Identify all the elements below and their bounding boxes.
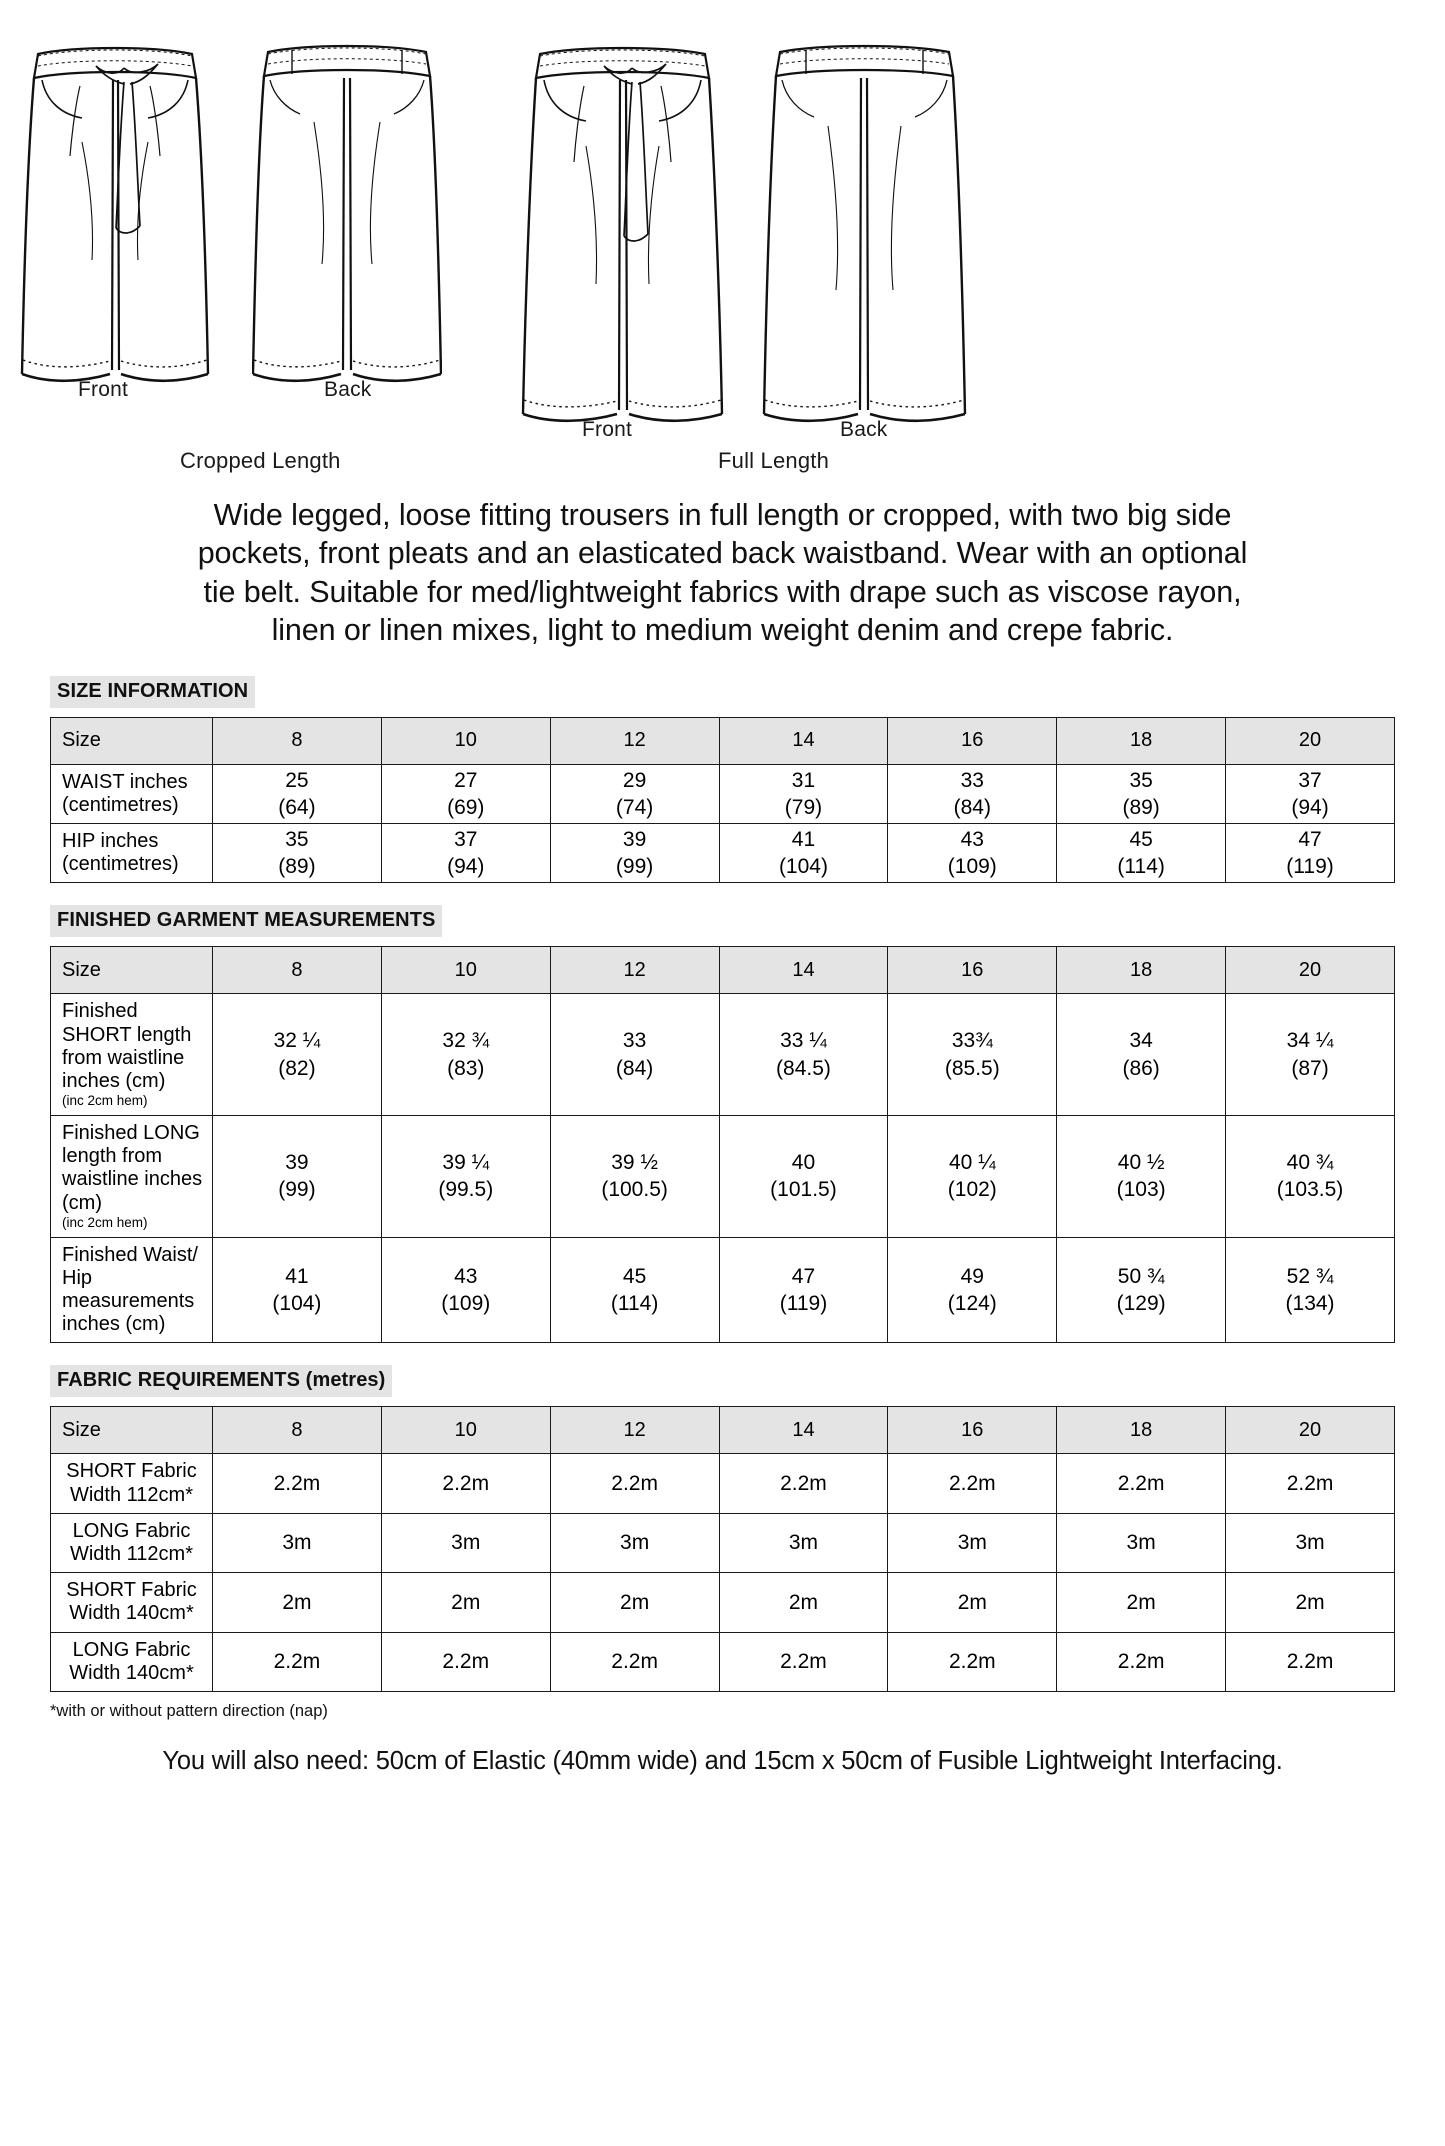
cell-long140-12: 2.2m — [550, 1632, 719, 1691]
cell-short112-20: 2.2m — [1226, 1454, 1395, 1513]
value-inches: 41 — [791, 827, 816, 851]
cropped-front-illustration — [20, 22, 210, 402]
value-cm: (114) — [1117, 855, 1165, 879]
row-label-text: Finished Waist/ Hip measurements inches (cm) — [62, 1243, 198, 1336]
table-row — [51, 1573, 1395, 1632]
column-header-12: 12 — [550, 717, 719, 764]
row-label-finished-long — [51, 1116, 213, 1238]
cell-long140-8: 2.2m — [213, 1632, 382, 1691]
column-header-12: 12 — [550, 1407, 719, 1454]
column-header-size: Size — [51, 1407, 213, 1454]
cell-short-14 — [719, 994, 888, 1116]
value-cm: (94) — [1291, 795, 1329, 819]
table-header-row — [51, 1407, 1395, 1454]
row-label-line1: HIP inches — [62, 830, 159, 853]
cropped-front-figure — [20, 22, 210, 402]
table-row — [51, 824, 1395, 883]
value-cm: (84) — [615, 1056, 654, 1080]
cell-long140-18: 2.2m — [1057, 1632, 1226, 1691]
cell-waisthip-10 — [381, 1237, 550, 1343]
value-inches: 40 ¾ — [1286, 1151, 1334, 1175]
value-inches: 40 ¼ — [948, 1151, 996, 1175]
row-label-hip — [51, 824, 213, 883]
column-header-16: 16 — [888, 1407, 1057, 1454]
cell-long140-16: 2.2m — [888, 1632, 1057, 1691]
cell-long-12 — [550, 1116, 719, 1238]
table-row — [51, 1513, 1395, 1572]
table-header-row — [51, 947, 1395, 994]
fabric-requirements-heading: FABRIC REQUIREMENTS (metres) — [50, 1365, 392, 1397]
value-inches: 34 ¼ — [1286, 1029, 1334, 1053]
value-inches: 39 — [285, 1151, 309, 1175]
value-inches: 32 ¾ — [442, 1029, 490, 1053]
column-header-size: Size — [51, 947, 213, 994]
cell-long-8 — [213, 1116, 382, 1238]
finished-garment-heading-wrap — [0, 905, 1445, 937]
row-label-short-112: SHORT Fabric Width 112cm* — [51, 1454, 213, 1513]
cell-waist-10 — [381, 764, 550, 823]
cell-short140-10: 2m — [381, 1573, 550, 1632]
value-cm: (89) — [278, 855, 316, 879]
value-inches: 33 — [960, 768, 984, 792]
table-row — [51, 1116, 1395, 1238]
column-header-20: 20 — [1226, 717, 1395, 764]
row-label-line1: WAIST inches — [62, 770, 188, 793]
full-back-figure — [762, 22, 967, 442]
column-header-8: 8 — [213, 947, 382, 994]
value-cm: (129) — [1116, 1292, 1166, 1315]
column-header-18: 18 — [1057, 1407, 1226, 1454]
cell-waisthip-12 — [550, 1237, 719, 1343]
value-cm: (85.5) — [944, 1056, 1000, 1080]
row-label-line2: (centimetres) — [62, 793, 179, 816]
cell-hip-20 — [1226, 824, 1395, 883]
column-header-10: 10 — [381, 717, 550, 764]
row-label-text: Finished SHORT length from waistline inches (cm) — [62, 1000, 192, 1092]
value-cm: (74) — [615, 795, 654, 819]
cell-short-20 — [1226, 994, 1395, 1116]
fabric-requirements-table — [50, 1406, 1395, 1692]
cell-short112-14: 2.2m — [719, 1454, 888, 1513]
value-inches: 45 — [1129, 827, 1153, 851]
value-inches: 39 ½ — [611, 1151, 658, 1175]
row-label-finished-short — [51, 994, 213, 1116]
table-header-row — [51, 717, 1395, 764]
value-cm: (99) — [615, 855, 654, 879]
column-header-14: 14 — [719, 947, 888, 994]
cell-long-18 — [1057, 1116, 1226, 1238]
value-inches: 39 ¼ — [442, 1151, 490, 1175]
cell-short-16 — [888, 994, 1057, 1116]
size-information-heading: SIZE INFORMATION — [50, 676, 255, 708]
value-cm: (101.5) — [770, 1178, 837, 1202]
table-row — [51, 1632, 1395, 1691]
full-length-label: Full Length — [718, 448, 830, 473]
cell-short-8 — [213, 994, 382, 1116]
cell-waist-20 — [1226, 764, 1395, 823]
value-cm: (104) — [778, 855, 828, 879]
finished-garment-heading: FINISHED GARMENT MEASUREMENTS — [50, 905, 442, 937]
column-header-8: 8 — [213, 717, 382, 764]
value-cm: (94) — [447, 855, 485, 879]
value-cm: (102) — [947, 1178, 997, 1202]
value-cm: (82) — [278, 1056, 316, 1080]
cell-short112-12: 2.2m — [550, 1454, 719, 1513]
cell-short140-18: 2m — [1057, 1573, 1226, 1632]
value-cm: (89) — [1122, 795, 1160, 819]
value-cm: (119) — [1286, 855, 1334, 879]
column-header-20: 20 — [1226, 1407, 1395, 1454]
product-description: Wide legged, loose fitting trousers in full length or cropped, with two big side pockets, front pleats and an elasticated back waistband. Wear with an optional tie belt. Suitable for med/lightweight fabrics with drape such as viscose rayon, linen or linen mixes, light to medium weight denim and crepe fabric. — [197, 498, 1248, 648]
row-label-long-140: LONG Fabric Width 140cm* — [51, 1632, 213, 1691]
value-cm: (134) — [1285, 1292, 1335, 1315]
cell-waisthip-8 — [213, 1237, 382, 1343]
fabric-requirements-heading-wrap — [0, 1365, 1445, 1397]
value-inches: 40 ½ — [1117, 1151, 1165, 1175]
column-header-12: 12 — [550, 947, 719, 994]
value-inches: 33¾ — [951, 1029, 993, 1053]
value-inches: 27 — [454, 768, 478, 792]
column-header-8: 8 — [213, 1407, 382, 1454]
value-inches: 50 ¾ — [1117, 1264, 1165, 1288]
cell-waisthip-16 — [888, 1237, 1057, 1343]
cell-waisthip-20 — [1226, 1237, 1395, 1343]
nap-footnote: *with or without pattern direction (nap) — [50, 1701, 328, 1720]
column-header-14: 14 — [719, 717, 888, 764]
cell-long-10 — [381, 1116, 550, 1238]
cropped-back-figure — [252, 22, 442, 402]
value-inches: 25 — [285, 768, 309, 792]
cell-hip-18 — [1057, 824, 1226, 883]
value-inches: 33 ¼ — [780, 1029, 827, 1053]
value-inches: 41 — [285, 1264, 309, 1288]
value-cm: (119) — [779, 1292, 828, 1315]
table-row — [51, 764, 1395, 823]
row-label-waist — [51, 764, 213, 823]
cell-waist-12 — [550, 764, 719, 823]
full-front-figure — [520, 22, 725, 442]
cell-short-10 — [381, 994, 550, 1116]
cell-short140-8: 2m — [213, 1573, 382, 1632]
cell-hip-10 — [381, 824, 550, 883]
row-label-note: (inc 2cm hem) — [62, 1093, 148, 1109]
cell-hip-12 — [550, 824, 719, 883]
cell-long112-16: 3m — [888, 1513, 1057, 1572]
cell-long-16 — [888, 1116, 1057, 1238]
value-inches: 39 — [622, 827, 647, 851]
column-header-16: 16 — [888, 717, 1057, 764]
value-inches: 40 — [791, 1151, 816, 1175]
cell-short-12 — [550, 994, 719, 1116]
column-header-14: 14 — [719, 1407, 888, 1454]
value-inches: 35 — [1129, 768, 1153, 792]
cell-long112-14: 3m — [719, 1513, 888, 1572]
value-cm: (83) — [447, 1056, 485, 1080]
column-header-18: 18 — [1057, 947, 1226, 994]
cell-short112-8: 2.2m — [213, 1454, 382, 1513]
value-inches: 45 — [622, 1264, 647, 1288]
value-inches: 43 — [454, 1264, 478, 1288]
cell-long-20 — [1226, 1116, 1395, 1238]
value-inches: 37 — [454, 827, 478, 851]
technical-drawings — [0, 0, 1445, 490]
table-row — [51, 994, 1395, 1116]
column-header-size: Size — [51, 717, 213, 764]
column-header-10: 10 — [381, 1407, 550, 1454]
value-inches: 47 — [1298, 827, 1322, 851]
cell-short112-16: 2.2m — [888, 1454, 1057, 1513]
value-cm: (99) — [278, 1178, 316, 1202]
value-inches: 31 — [791, 768, 816, 792]
value-cm: (109) — [441, 1292, 491, 1315]
full-back-label: Back — [840, 418, 888, 441]
value-cm: (104) — [272, 1292, 322, 1315]
value-inches: 43 — [960, 827, 984, 851]
size-information-heading-wrap — [0, 676, 1445, 708]
value-cm: (99.5) — [438, 1178, 494, 1202]
value-cm: (124) — [947, 1292, 997, 1315]
cropped-back-illustration — [252, 22, 442, 402]
cell-waist-14 — [719, 764, 888, 823]
cell-waist-18 — [1057, 764, 1226, 823]
column-header-20: 20 — [1226, 947, 1395, 994]
row-label-text: Finished LONG length from waistline inches (cm) — [62, 1122, 203, 1214]
value-inches: 52 ¾ — [1286, 1264, 1334, 1288]
cell-short-18 — [1057, 994, 1226, 1116]
value-cm: (109) — [947, 855, 997, 879]
value-inches: 29 — [622, 768, 647, 792]
column-header-10: 10 — [381, 947, 550, 994]
value-cm: (79) — [784, 795, 823, 819]
full-back-illustration — [762, 22, 967, 442]
cell-long112-12: 3m — [550, 1513, 719, 1572]
value-cm: (100.5) — [601, 1178, 668, 1202]
also-need-note: You will also need: 50cm of Elastic (40mm wide) and 15cm x 50cm of Fusible Lightweight Interfacing. — [162, 1746, 1283, 1775]
value-cm: (69) — [447, 795, 485, 819]
cell-short140-14: 2m — [719, 1573, 888, 1632]
value-inches: 34 — [1129, 1029, 1153, 1053]
cell-short140-20: 2m — [1226, 1573, 1395, 1632]
cell-long140-10: 2.2m — [381, 1632, 550, 1691]
cell-short140-16: 2m — [888, 1573, 1057, 1632]
full-front-label: Front — [582, 418, 633, 441]
cropped-length-label: Cropped Length — [180, 448, 341, 473]
row-label-finished-waist-hip — [51, 1237, 213, 1343]
column-header-16: 16 — [888, 947, 1057, 994]
cell-long112-8: 3m — [213, 1513, 382, 1572]
row-label-short-140: SHORT Fabric Width 140cm* — [51, 1573, 213, 1632]
value-inches: 47 — [791, 1264, 816, 1288]
table-row — [51, 1237, 1395, 1343]
cell-long140-14: 2.2m — [719, 1632, 888, 1691]
value-cm: (84.5) — [776, 1056, 831, 1080]
value-inches: 32 ¼ — [273, 1029, 321, 1053]
cell-waist-8 — [213, 764, 382, 823]
value-cm: (86) — [1122, 1056, 1160, 1080]
column-header-18: 18 — [1057, 717, 1226, 764]
value-inches: 49 — [960, 1264, 984, 1288]
value-cm: (114) — [610, 1292, 659, 1315]
value-cm: (103) — [1116, 1178, 1166, 1202]
cell-waisthip-14 — [719, 1237, 888, 1343]
cell-short140-12: 2m — [550, 1573, 719, 1632]
cell-hip-16 — [888, 824, 1057, 883]
value-inches: 37 — [1298, 768, 1322, 792]
cell-short112-18: 2.2m — [1057, 1454, 1226, 1513]
cell-waisthip-18 — [1057, 1237, 1226, 1343]
cell-long112-20: 3m — [1226, 1513, 1395, 1572]
finished-garment-table — [50, 946, 1395, 1343]
cell-hip-8 — [213, 824, 382, 883]
row-label-long-112: LONG Fabric Width 112cm* — [51, 1513, 213, 1572]
size-information-table — [50, 717, 1395, 884]
value-cm: (103.5) — [1276, 1178, 1344, 1202]
cell-short112-10: 2.2m — [381, 1454, 550, 1513]
cell-long112-10: 3m — [381, 1513, 550, 1572]
cell-hip-14 — [719, 824, 888, 883]
cell-long112-18: 3m — [1057, 1513, 1226, 1572]
cropped-back-label: Back — [324, 378, 372, 401]
row-label-line2: (centimetres) — [62, 853, 179, 876]
cell-long140-20: 2.2m — [1226, 1632, 1395, 1691]
row-label-note: (inc 2cm hem) — [62, 1214, 148, 1230]
full-front-illustration — [520, 22, 725, 442]
value-cm: (84) — [953, 795, 991, 819]
value-cm: (64) — [278, 795, 316, 819]
cell-waist-16 — [888, 764, 1057, 823]
value-inches: 35 — [285, 827, 309, 851]
table-row — [51, 1454, 1395, 1513]
cropped-front-label: Front — [78, 378, 129, 401]
cell-long-14 — [719, 1116, 888, 1238]
value-inches: 33 — [622, 1029, 647, 1053]
value-cm: (87) — [1291, 1056, 1329, 1080]
